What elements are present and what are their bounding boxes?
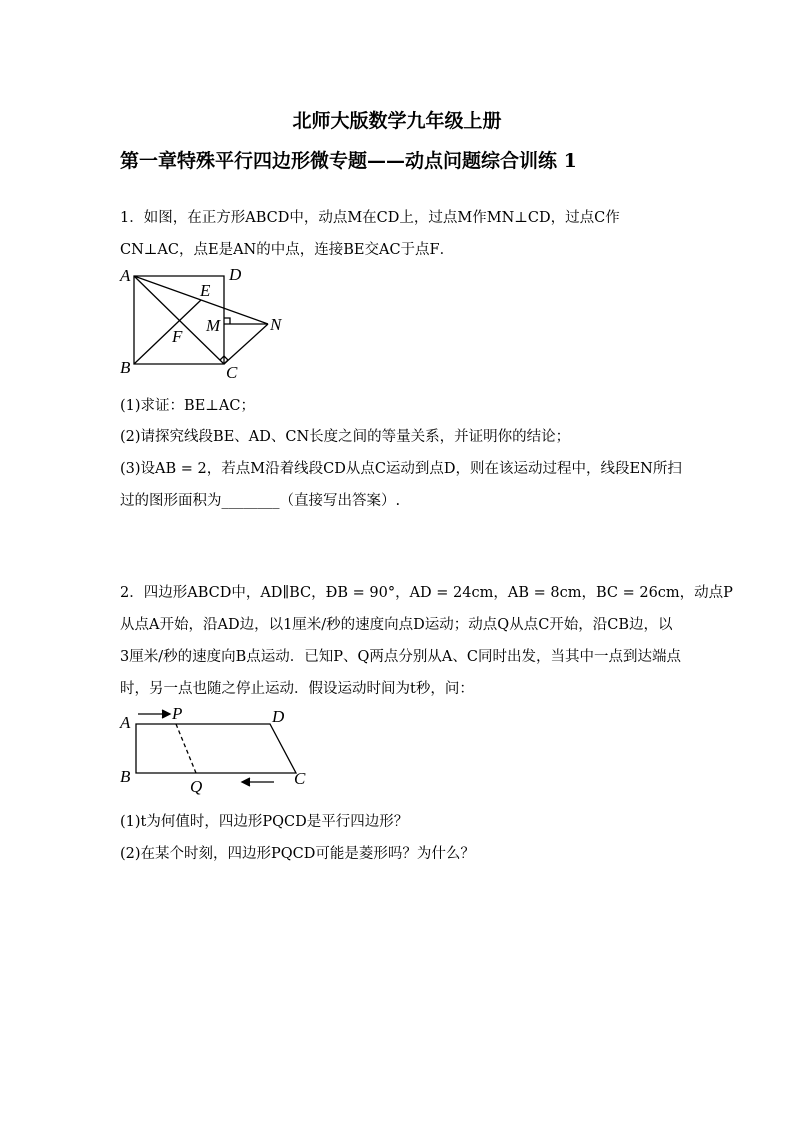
- problem1-figure: [110, 262, 300, 382]
- label-d: D: [272, 707, 285, 726]
- label-c: C: [294, 769, 306, 788]
- label-m: M: [206, 316, 221, 335]
- problem1-question3-line1: (3)设AB = 2，若点M沿着线段CD从点C运动到点D，则在该运动过程中，线段EN所扫: [120, 461, 682, 477]
- right-angle-mark-m: [224, 318, 230, 324]
- label-f: F: [172, 327, 183, 346]
- label-b: B: [120, 767, 131, 786]
- label-b: B: [120, 358, 131, 377]
- problem1-question2: (2)请探究线段BE、AD、CN长度之间的等量关系，并证明你的结论；: [120, 429, 571, 445]
- segment-cn: [224, 324, 268, 364]
- label-e: E: [200, 281, 211, 300]
- problem2-figure: [110, 700, 320, 800]
- problem2-question1: (1)t为何值时，四边形PQCD是平行四边形？: [120, 814, 409, 830]
- problem2-statement-line2: 从点A开始，沿AD边，以1厘米/秒的速度向点D运动；动点Q从点C开始，沿CB边，以: [120, 617, 673, 633]
- arrow-p-head-icon: [162, 710, 170, 718]
- trapezoid-abcd: [136, 724, 296, 773]
- document-title: 北师大版数学九年级上册: [292, 110, 502, 132]
- segment-pq: [176, 724, 196, 773]
- problem2-statement-line4: 时，另一点也随之停止运动．假设运动时间为t秒，问：: [120, 681, 474, 697]
- label-q: Q: [190, 777, 203, 796]
- label-a: A: [120, 713, 131, 732]
- label-p: P: [172, 704, 183, 723]
- label-c: C: [226, 363, 238, 382]
- label-n: N: [270, 315, 282, 334]
- label-a: A: [120, 266, 131, 285]
- problem1-question3-line2: 过的图形面积为________（直接写出答案）.: [120, 493, 401, 509]
- label-d: D: [229, 265, 242, 284]
- problem2-statement-line1: 2．四边形ABCD中，AD∥BC，ÐB = 90°，AD = 24cm，AB = 8cm，BC = 26cm，动点P: [120, 585, 733, 601]
- problem1-statement-line2: CN⊥AC，点E是AN的中点，连接BE交AC于点F．: [120, 242, 455, 258]
- problem1-statement-line1: 1．如图，在正方形ABCD中，动点M在CD上，过点M作MN⊥CD，过点C作: [120, 210, 620, 226]
- arrow-q-head-icon: [242, 778, 250, 786]
- document-subtitle: 第一章特殊平行四边形微专题——动点问题综合训练 1: [120, 150, 577, 172]
- problem2-question2: (2)在某个时刻，四边形PQCD可能是菱形吗？为什么？: [120, 846, 475, 862]
- problem1-question1: (1)求证：BE⊥AC；: [120, 398, 255, 414]
- problem2-statement-line3: 3厘米/秒的速度向B点运动．已知P、Q两点分别从A、C同时出发，当其中一点到达端点: [120, 649, 681, 665]
